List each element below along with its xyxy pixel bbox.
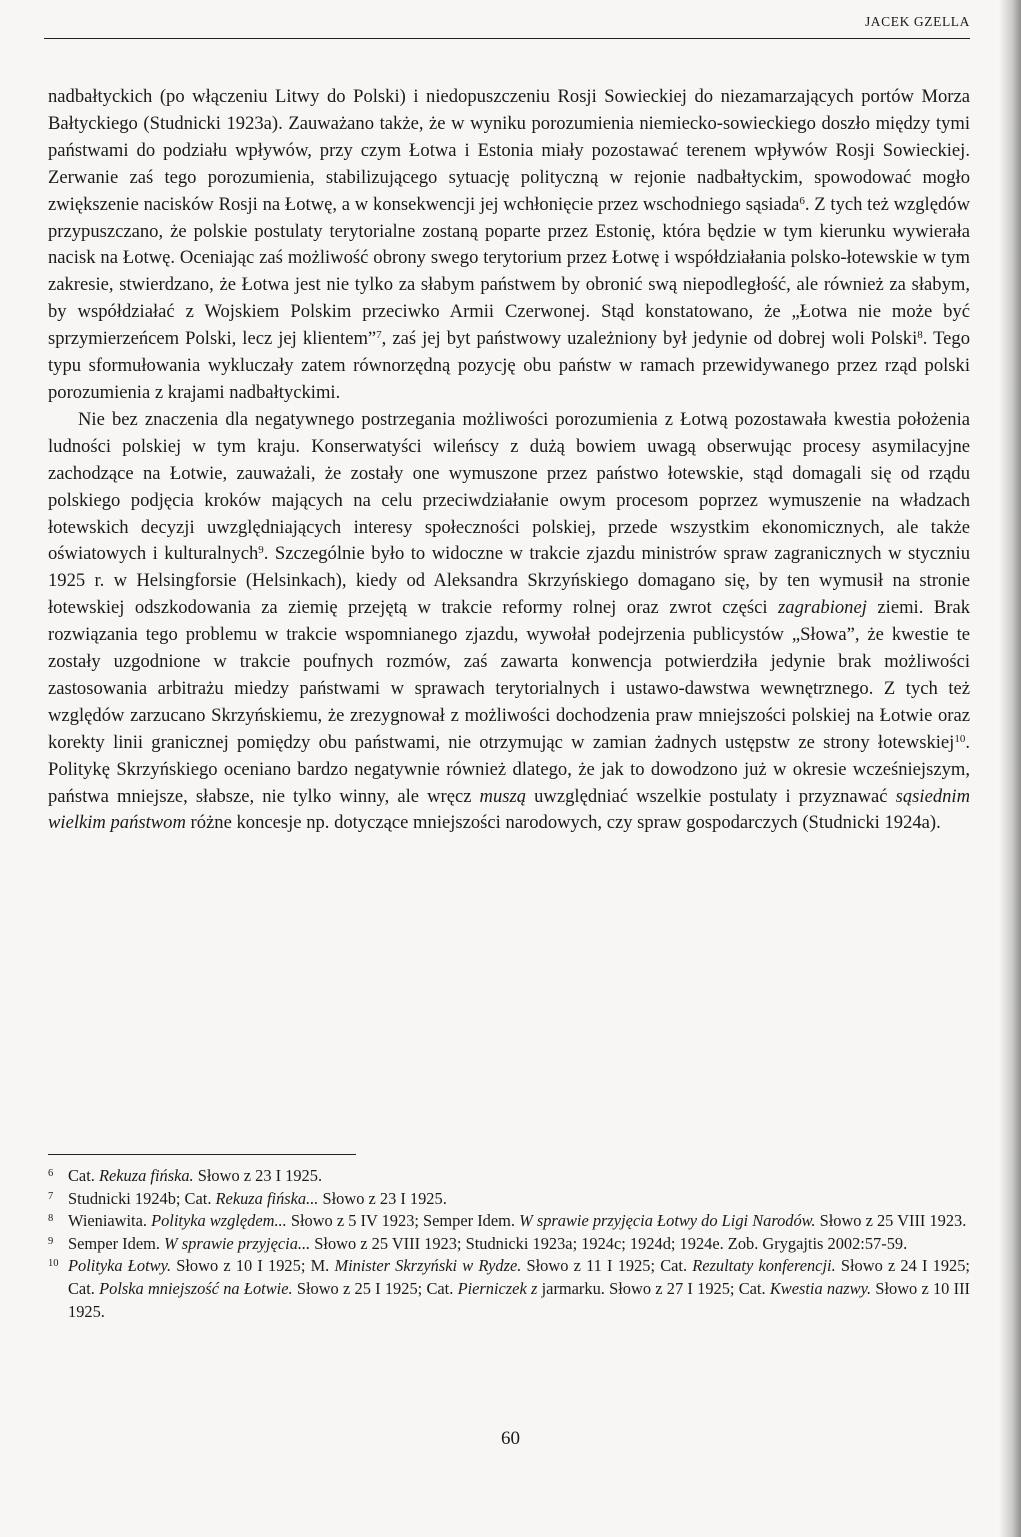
text-run: Nie bez znaczenia dla negatywnego postrzegania możliwości porozumienia z Łotwą pozostawała kwestia położenia ludności polskiej w tym kraju. Konserwatyści wileńscy z dużą bowiem uwagą obserwując procesy asymilacyjne zachodzące na Łotwie, zauważali, że zostały one wymuszone przez państwo łotewskie, stąd domagali się od rządu polskiego podjęcia kroków mających na celu przeciwdziałanie owym procesom poprzez wymuszenie na władzach łotewskich decyzji uwzględniających interesy społeczności polskiej, przede wszystkim ekonomicznych, ale także oświatowych i kulturalnych bbox=[48, 408, 970, 565]
italic-run: muszą bbox=[479, 785, 527, 807]
footnote-number: 6 bbox=[48, 1168, 54, 1179]
header-rule bbox=[44, 38, 970, 39]
running-head: JACEK GZELLA bbox=[864, 14, 970, 29]
footnote-text: Studnicki 1924b; Cat. Rekuza fińska... Słowo z 23 I 1925. bbox=[68, 1188, 447, 1208]
footnote-text: Semper Idem. W sprawie przyjęcia... Słowo z 25 VIII 1923; Studnicki 1923a; 1924c; 1924d; 1924e. Zob. Grygajtis 2002:57-59. bbox=[68, 1233, 908, 1253]
text-run: różne koncesje np. dotyczące mniejszości narodowych, czy spraw gospodarczych (Studnicki 1924a). bbox=[185, 812, 941, 834]
footnote-number: 7 bbox=[48, 1190, 54, 1202]
text-run: ziemi. Brak rozwiązania tego problemu w trakcie wspomnianego zjazdu, wywołał podejrzenia publicystów „Słowa”, że kwestie te zostały uzgodnione w trakcie poufnych rozmów, zaś zawarta konwencja potwierdziła jedynie brak możliwości zastosowania arbitrażu miedzy państwami w sprawach terytorialnych i ustawo-dawstwa wewnętrznego. Z tych też względów zarzucano Skrzyńskiemu, że zrezygnował z możliwości dochodzenia praw mniejszości polskiej na Łotwie oraz korekty linii granicznej pomiędzy obu państwami, nie otrzymując w zamian żadnych ustępstw ze strony łotewskiej bbox=[48, 597, 970, 753]
text-run: . Z tych też względów przypuszczano, że polskie postulaty terytorialne zostaną poparte przez Estonię, która będzie w tym kierunku wywierała nacisk na Łotwę. Oceniając zaś możliwość obrony swego terytorium przez Łotwę i współdziałania polsko-łotewskie w tym zakresie, stwierdzano, że Łotwa jest nie tylko za słabym państwem by obronić swą niepodległość, ale również za słabym, by współdziałać z Wojskiem Polskim przeciwko Armii Czerwonej. Stąd konstatowano, że „Łotwa nie może być sprzymierzeńcem Polski, lecz jej klientem” bbox=[48, 193, 971, 350]
paragraph bbox=[48, 407, 970, 838]
footnote-ref[interactable]: 9 bbox=[258, 544, 264, 557]
text-run: , zaś jej byt państwowy uzależniony był jedynie od dobrej woli Polski bbox=[381, 328, 918, 350]
paragraph bbox=[48, 84, 970, 407]
footnote-text: Cat. Rekuza fińska. Słowo z 23 I 1925. bbox=[68, 1166, 323, 1185]
footnote-text: Polityka Łotwy. Słowo z 10 I 1925; M. Minister Skrzyński w Rydze. Słowo z 11 I 1925; Cat. Rezultaty konferencji. Słowo z 24 I 1925; Cat. Polska mniejszość na Łotwie. Słowo z 25 I 1925; Cat. Pierniczek z jarmarku. Słowo z 27 I 1925; Cat. Kwestia nazwy. Słowo z 10 III 1925. bbox=[68, 1256, 971, 1321]
footnote bbox=[48, 1165, 970, 1188]
body-text bbox=[48, 84, 970, 837]
page-number: 60 bbox=[501, 1428, 520, 1449]
footnote-number: 9 bbox=[48, 1235, 54, 1247]
text-run: . Tego typu sformułowania wykluczały zatem równorzędną pozycję obu państw w ramach przewidywanego przez rząd polski porozumienia z krajami nadbałtyckimi. bbox=[48, 328, 971, 403]
footnote-ref[interactable]: 6 bbox=[799, 194, 805, 207]
binding-edge-shadow bbox=[999, 0, 1021, 1537]
text-run: . Szczególnie było to widoczne w trakcie zjazdu ministrów spraw zagranicznych w styczniu 1925 r. w Helsingforsie (Helsinkach), kiedy od Aleksandra Skrzyńskiego domagano się, by ten wymusił na stronie łotewskiej odszkodowania za ziemię przejętą w trakcie reformy rolnej oraz zwrot części bbox=[48, 543, 970, 619]
text-run: uwzględniać wszelkie postulaty i przyznawać bbox=[526, 785, 896, 807]
footnote-number: 8 bbox=[48, 1213, 54, 1225]
footnote bbox=[48, 1233, 970, 1256]
text-run: . Politykę Skrzyńskiego oceniano bardzo negatywnie również dlatego, że jak to dowodzono już w okresie wcześniejszym, państwa mniejsze, słabsze, nie tylko winny, ale wręcz bbox=[48, 731, 970, 807]
italic-run: zagrabionej bbox=[778, 597, 867, 619]
footnote-ref[interactable]: 8 bbox=[917, 329, 923, 342]
footnote bbox=[48, 1210, 970, 1233]
footnote-ref[interactable]: 10 bbox=[954, 732, 966, 745]
footnote bbox=[48, 1188, 970, 1211]
footnotes bbox=[48, 1165, 970, 1323]
text-run: nadbałtyckich (po włączeniu Litwy do Polski) i niedopuszczeniu Rosji Sowieckiej do niezamarzających portów Morza Bałtyckiego (Studnicki 1923a). Zauważano także, że w wyniku porozumienia niemiecko-sowieckiego doszło między tymi państwami do podziału wpływów, przy czym Łotwa i Estonia miały pozostawać terenem wpływów Rosji Sowieckiej. Zerwanie zaś tego porozumienia, stabilizującego sytuację polityczną w rejonie nadbałtyckim, spowodować mogło zwiększenie nacisków Rosji na Łotwę, a w konsekwencji jej wchłonięcie przez wschodniego sąsiada bbox=[48, 86, 970, 215]
footnote bbox=[48, 1255, 970, 1323]
footnote-separator bbox=[48, 1154, 356, 1155]
footnote-text: Wieniawita. Polityka względem... Słowo z 5 IV 1923; Semper Idem. W sprawie przyjęcia Łotwy do Ligi Narodów. Słowo z 25 VIII 1923. bbox=[68, 1211, 967, 1231]
footnote-number: 10 bbox=[48, 1258, 59, 1270]
italic-run: sąsiednim wielkim państwom bbox=[48, 785, 971, 834]
footnote-ref[interactable]: 7 bbox=[376, 329, 382, 342]
